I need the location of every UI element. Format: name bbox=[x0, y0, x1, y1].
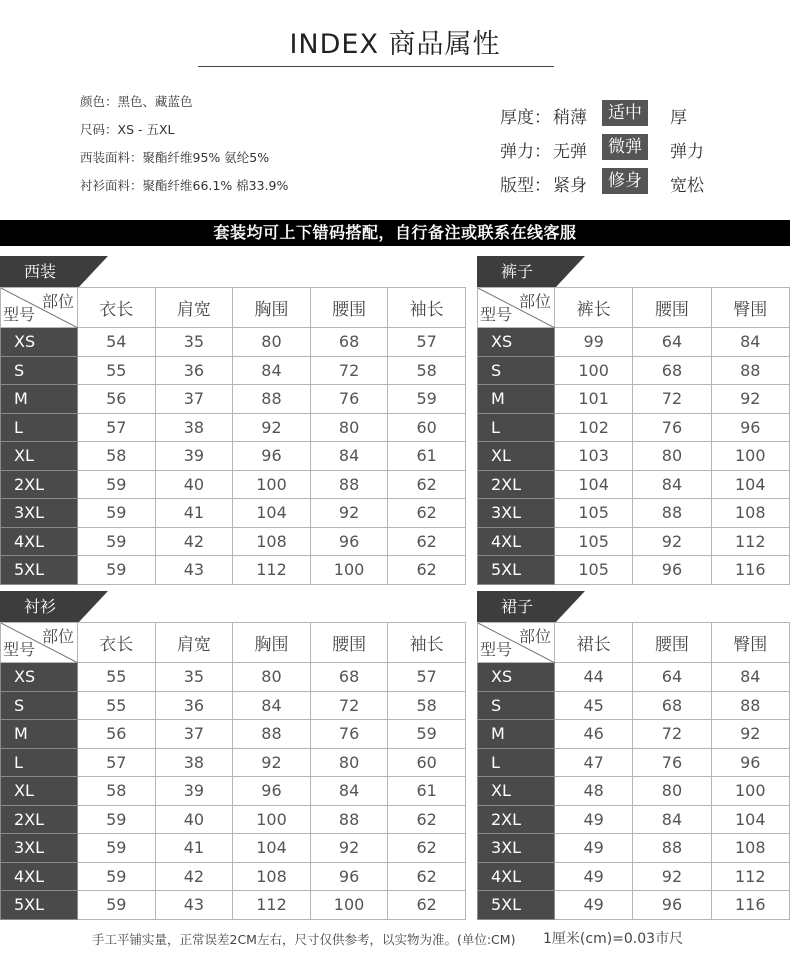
fit-opt-tight: 紧身 bbox=[553, 176, 587, 196]
measurement-cell: 100 bbox=[233, 805, 311, 834]
measurement-cell: 84 bbox=[310, 777, 388, 806]
skirt-size-table bbox=[477, 622, 790, 920]
measurement-cell: 104 bbox=[711, 805, 789, 834]
measurement-cell: 92 bbox=[711, 385, 789, 414]
table-row bbox=[1, 748, 466, 777]
measurement-cell: 59 bbox=[388, 720, 466, 749]
measurement-cell: 62 bbox=[388, 499, 466, 528]
measurement-cell: 64 bbox=[633, 328, 711, 357]
measurement-cell: 46 bbox=[555, 720, 633, 749]
measurement-cell: 92 bbox=[633, 862, 711, 891]
measurement-cell: 59 bbox=[78, 527, 156, 556]
measurement-cell: 112 bbox=[233, 891, 311, 920]
measurement-cell: 84 bbox=[310, 442, 388, 471]
size-label-cell: XS bbox=[478, 328, 555, 357]
measurement-cell: 76 bbox=[633, 748, 711, 777]
measurement-cell: 62 bbox=[388, 470, 466, 499]
corner-label-size: 型号 bbox=[3, 640, 36, 659]
measurement-cell: 92 bbox=[310, 499, 388, 528]
thickness-row bbox=[500, 100, 730, 128]
measurement-cell: 96 bbox=[310, 862, 388, 891]
measurement-cell: 84 bbox=[633, 470, 711, 499]
table-row bbox=[478, 663, 790, 692]
measurement-cell: 100 bbox=[711, 777, 789, 806]
column-header: 臀围 bbox=[711, 623, 789, 663]
pants-size-table bbox=[477, 287, 790, 585]
table-row bbox=[478, 556, 790, 585]
corner-header-cell bbox=[478, 623, 555, 663]
measurement-cell: 38 bbox=[155, 413, 233, 442]
size-label-cell: 2XL bbox=[478, 470, 555, 499]
table-row bbox=[478, 470, 790, 499]
measurement-cell: 62 bbox=[388, 556, 466, 585]
column-header: 裙长 bbox=[555, 623, 633, 663]
size-label-cell: S bbox=[478, 691, 555, 720]
thickness-opt-thick: 厚 bbox=[670, 108, 687, 128]
table-row bbox=[478, 720, 790, 749]
measurement-cell: 80 bbox=[310, 748, 388, 777]
size-label-cell: 5XL bbox=[1, 891, 78, 920]
measurement-cell: 62 bbox=[388, 891, 466, 920]
measurement-cell: 80 bbox=[310, 413, 388, 442]
column-header: 肩宽 bbox=[155, 623, 233, 663]
suit-size-table bbox=[0, 287, 466, 585]
size-label-cell: 4XL bbox=[478, 862, 555, 891]
column-header: 裤长 bbox=[555, 288, 633, 328]
measurement-cell: 104 bbox=[555, 470, 633, 499]
table-row bbox=[478, 777, 790, 806]
measurement-cell: 54 bbox=[78, 328, 156, 357]
measurement-cell: 88 bbox=[310, 470, 388, 499]
measurement-cell: 59 bbox=[78, 805, 156, 834]
size-label-cell: 2XL bbox=[478, 805, 555, 834]
shirt-section-tab: 衬衫 bbox=[0, 591, 78, 623]
measurement-cell: 62 bbox=[388, 805, 466, 834]
table-row bbox=[478, 805, 790, 834]
measurement-cell: 59 bbox=[78, 834, 156, 863]
elasticity-opt-stretch: 弹力 bbox=[670, 142, 704, 162]
size-label-cell: XS bbox=[1, 663, 78, 692]
table-header-row bbox=[478, 288, 790, 328]
size-label-cell: XS bbox=[478, 663, 555, 692]
table-row bbox=[1, 356, 466, 385]
measurement-cell: 59 bbox=[78, 862, 156, 891]
measurement-cell: 58 bbox=[78, 777, 156, 806]
table-header-row bbox=[1, 623, 466, 663]
size-label-cell: 3XL bbox=[478, 499, 555, 528]
measurement-cell: 112 bbox=[233, 556, 311, 585]
size-label-cell: XL bbox=[478, 777, 555, 806]
elasticity-row bbox=[500, 134, 730, 162]
pants-section-tab: 裤子 bbox=[477, 256, 555, 288]
column-header: 袖长 bbox=[388, 623, 466, 663]
column-header: 腰围 bbox=[633, 623, 711, 663]
measurement-cell: 96 bbox=[310, 527, 388, 556]
measurement-cell: 62 bbox=[388, 862, 466, 891]
measurement-cell: 100 bbox=[310, 891, 388, 920]
measurement-cell: 44 bbox=[555, 663, 633, 692]
measurement-cell: 104 bbox=[711, 470, 789, 499]
measurement-cell: 112 bbox=[711, 527, 789, 556]
measurement-cell: 96 bbox=[233, 442, 311, 471]
table-row bbox=[478, 413, 790, 442]
measurement-cell: 92 bbox=[233, 748, 311, 777]
measurement-cell: 88 bbox=[711, 356, 789, 385]
corner-label-size: 型号 bbox=[3, 305, 36, 324]
table-row bbox=[478, 385, 790, 414]
measurement-cell: 68 bbox=[633, 691, 711, 720]
measurement-cell: 96 bbox=[633, 556, 711, 585]
shirt-size-table bbox=[0, 622, 466, 920]
measurement-cell: 68 bbox=[310, 328, 388, 357]
page-title: INDEX 商品属性 bbox=[289, 29, 501, 60]
measurement-cell: 39 bbox=[155, 777, 233, 806]
corner-label-part: 部位 bbox=[518, 627, 551, 646]
measurement-cell: 112 bbox=[711, 862, 789, 891]
size-label-cell: 2XL bbox=[1, 805, 78, 834]
size-label-cell: S bbox=[1, 356, 78, 385]
table-row bbox=[1, 470, 466, 499]
table-row bbox=[478, 862, 790, 891]
measurement-cell: 58 bbox=[78, 442, 156, 471]
measurement-note: 手工平铺实量，正常误差2CM左右，尺寸仅供参考，以实物为准。(单位:CM) bbox=[92, 932, 516, 947]
measurement-cell: 41 bbox=[155, 499, 233, 528]
corner-label-part: 部位 bbox=[41, 627, 74, 646]
table-row bbox=[1, 527, 466, 556]
table-header-row bbox=[1, 288, 466, 328]
measurement-cell: 57 bbox=[78, 413, 156, 442]
attr-suit-fabric: 西装面料：聚酯纤维95% 氨纶5% bbox=[80, 150, 270, 165]
measurement-cell: 101 bbox=[555, 385, 633, 414]
elasticity-opt-none: 无弹 bbox=[553, 142, 587, 162]
measurement-cell: 108 bbox=[711, 834, 789, 863]
measurement-cell: 96 bbox=[633, 891, 711, 920]
measurement-cell: 96 bbox=[233, 777, 311, 806]
measurement-cell: 57 bbox=[388, 663, 466, 692]
measurement-cell: 88 bbox=[233, 720, 311, 749]
column-header: 腰围 bbox=[633, 288, 711, 328]
title-divider bbox=[198, 66, 554, 67]
measurement-cell: 105 bbox=[555, 556, 633, 585]
measurement-cell: 99 bbox=[555, 328, 633, 357]
table-row bbox=[1, 413, 466, 442]
measurement-cell: 105 bbox=[555, 527, 633, 556]
table-row bbox=[1, 556, 466, 585]
measurement-cell: 88 bbox=[310, 805, 388, 834]
measurement-cell: 60 bbox=[388, 748, 466, 777]
table-row bbox=[1, 834, 466, 863]
size-label-cell: L bbox=[1, 413, 78, 442]
measurement-cell: 96 bbox=[711, 413, 789, 442]
measurement-cell: 49 bbox=[555, 834, 633, 863]
measurement-cell: 55 bbox=[78, 691, 156, 720]
fit-opt-loose: 宽松 bbox=[670, 176, 704, 196]
measurement-cell: 116 bbox=[711, 891, 789, 920]
corner-header-cell bbox=[1, 288, 78, 328]
measurement-cell: 103 bbox=[555, 442, 633, 471]
measurement-cell: 36 bbox=[155, 356, 233, 385]
attr-color: 颜色：黑色、藏蓝色 bbox=[80, 94, 193, 109]
measurement-cell: 58 bbox=[388, 356, 466, 385]
measurement-cell: 58 bbox=[388, 691, 466, 720]
measurement-cell: 88 bbox=[633, 499, 711, 528]
size-label-cell: 4XL bbox=[1, 862, 78, 891]
table-row bbox=[1, 328, 466, 357]
measurement-cell: 59 bbox=[78, 556, 156, 585]
measurement-cell: 100 bbox=[310, 556, 388, 585]
measurement-cell: 108 bbox=[233, 862, 311, 891]
size-label-cell: M bbox=[1, 720, 78, 749]
table-row bbox=[1, 862, 466, 891]
measurement-cell: 92 bbox=[711, 720, 789, 749]
corner-header-cell bbox=[1, 623, 78, 663]
column-header: 胸围 bbox=[233, 623, 311, 663]
measurement-cell: 57 bbox=[388, 328, 466, 357]
table-row bbox=[478, 527, 790, 556]
size-label-cell: 5XL bbox=[478, 556, 555, 585]
column-header: 衣长 bbox=[78, 288, 156, 328]
measurement-cell: 84 bbox=[233, 691, 311, 720]
thickness-opt-thin: 稍薄 bbox=[553, 108, 587, 128]
table-row bbox=[1, 663, 466, 692]
measurement-cell: 92 bbox=[633, 527, 711, 556]
measurement-cell: 76 bbox=[633, 413, 711, 442]
measurement-cell: 108 bbox=[711, 499, 789, 528]
measurement-cell: 64 bbox=[633, 663, 711, 692]
measurement-cell: 40 bbox=[155, 805, 233, 834]
size-label-cell: 3XL bbox=[1, 499, 78, 528]
measurement-cell: 62 bbox=[388, 527, 466, 556]
page-header bbox=[0, 0, 790, 88]
measurement-cell: 84 bbox=[711, 328, 789, 357]
table-row bbox=[1, 720, 466, 749]
size-label-cell: XL bbox=[478, 442, 555, 471]
measurement-cell: 72 bbox=[633, 720, 711, 749]
fit-opt-slim: 修身 bbox=[602, 168, 648, 194]
measurement-cell: 42 bbox=[155, 527, 233, 556]
measurement-cell: 72 bbox=[633, 385, 711, 414]
column-header: 胸围 bbox=[233, 288, 311, 328]
measurement-cell: 49 bbox=[555, 805, 633, 834]
suit-section-tab: 西装 bbox=[0, 256, 78, 288]
column-header: 腰围 bbox=[310, 288, 388, 328]
table-row bbox=[478, 691, 790, 720]
table-row bbox=[478, 356, 790, 385]
measurement-cell: 37 bbox=[155, 720, 233, 749]
measurement-cell: 72 bbox=[310, 356, 388, 385]
measurement-cell: 55 bbox=[78, 356, 156, 385]
size-label-cell: L bbox=[1, 748, 78, 777]
measurement-cell: 80 bbox=[233, 663, 311, 692]
column-header: 腰围 bbox=[310, 623, 388, 663]
column-header: 衣长 bbox=[78, 623, 156, 663]
column-header: 臀围 bbox=[711, 288, 789, 328]
measurement-cell: 36 bbox=[155, 691, 233, 720]
measurement-cell: 84 bbox=[633, 805, 711, 834]
size-label-cell: XL bbox=[1, 777, 78, 806]
table-row bbox=[1, 691, 466, 720]
measurement-cell: 80 bbox=[233, 328, 311, 357]
measurement-cell: 49 bbox=[555, 891, 633, 920]
measurement-cell: 102 bbox=[555, 413, 633, 442]
skirt-section-tab: 裙子 bbox=[477, 591, 555, 623]
table-row bbox=[1, 805, 466, 834]
measurement-cell: 45 bbox=[555, 691, 633, 720]
measurement-cell: 72 bbox=[310, 691, 388, 720]
measurement-cell: 38 bbox=[155, 748, 233, 777]
size-label-cell: S bbox=[478, 356, 555, 385]
measurement-cell: 56 bbox=[78, 720, 156, 749]
measurement-cell: 43 bbox=[155, 556, 233, 585]
size-label-cell: 5XL bbox=[1, 556, 78, 585]
measurement-cell: 49 bbox=[555, 862, 633, 891]
elasticity-label: 弹力： bbox=[500, 142, 551, 162]
thickness-label: 厚度： bbox=[500, 108, 551, 128]
measurement-cell: 84 bbox=[233, 356, 311, 385]
measurement-cell: 48 bbox=[555, 777, 633, 806]
measurement-cell: 47 bbox=[555, 748, 633, 777]
size-label-cell: L bbox=[478, 748, 555, 777]
size-label-cell: S bbox=[1, 691, 78, 720]
table-row bbox=[1, 891, 466, 920]
measurement-cell: 84 bbox=[711, 663, 789, 692]
measurement-cell: 88 bbox=[633, 834, 711, 863]
measurement-cell: 61 bbox=[388, 442, 466, 471]
table-row bbox=[1, 385, 466, 414]
elasticity-opt-slight: 微弹 bbox=[602, 134, 648, 160]
size-label-cell: 3XL bbox=[478, 834, 555, 863]
measurement-cell: 105 bbox=[555, 499, 633, 528]
measurement-cell: 60 bbox=[388, 413, 466, 442]
measurement-cell: 56 bbox=[78, 385, 156, 414]
table-row bbox=[1, 442, 466, 471]
measurement-cell: 59 bbox=[388, 385, 466, 414]
fit-label: 版型： bbox=[500, 176, 551, 196]
size-label-cell: L bbox=[478, 413, 555, 442]
table-header-row bbox=[478, 623, 790, 663]
measurement-cell: 37 bbox=[155, 385, 233, 414]
measurement-cell: 59 bbox=[78, 891, 156, 920]
table-row bbox=[1, 777, 466, 806]
measurement-cell: 35 bbox=[155, 328, 233, 357]
measurement-cell: 59 bbox=[78, 499, 156, 528]
notice-banner: 套装均可上下错码搭配，自行备注或联系在线客服 bbox=[0, 220, 790, 246]
size-label-cell: 4XL bbox=[1, 527, 78, 556]
measurement-cell: 39 bbox=[155, 442, 233, 471]
measurement-cell: 116 bbox=[711, 556, 789, 585]
measurement-cell: 42 bbox=[155, 862, 233, 891]
attr-size-range: 尺码：XS - 五XL bbox=[80, 122, 175, 137]
measurement-cell: 59 bbox=[78, 470, 156, 499]
measurement-cell: 92 bbox=[233, 413, 311, 442]
measurement-cell: 40 bbox=[155, 470, 233, 499]
measurement-cell: 100 bbox=[711, 442, 789, 471]
size-label-cell: 2XL bbox=[1, 470, 78, 499]
size-label-cell: 4XL bbox=[478, 527, 555, 556]
table-row bbox=[478, 442, 790, 471]
measurement-cell: 41 bbox=[155, 834, 233, 863]
measurement-cell: 108 bbox=[233, 527, 311, 556]
measurement-cell: 96 bbox=[711, 748, 789, 777]
measurement-cell: 61 bbox=[388, 777, 466, 806]
size-label-cell: XL bbox=[1, 442, 78, 471]
table-row bbox=[478, 891, 790, 920]
measurement-cell: 80 bbox=[633, 777, 711, 806]
measurement-cell: 68 bbox=[310, 663, 388, 692]
size-label-cell: 3XL bbox=[1, 834, 78, 863]
measurement-cell: 62 bbox=[388, 834, 466, 863]
measurement-cell: 92 bbox=[310, 834, 388, 863]
size-label-cell: M bbox=[1, 385, 78, 414]
measurement-cell: 88 bbox=[711, 691, 789, 720]
attr-shirt-fabric: 衬衫面料：聚酯纤维66.1% 棉33.9% bbox=[80, 178, 289, 193]
column-header: 袖长 bbox=[388, 288, 466, 328]
size-label-cell: M bbox=[478, 385, 555, 414]
measurement-cell: 80 bbox=[633, 442, 711, 471]
size-label-cell: XS bbox=[1, 328, 78, 357]
table-row bbox=[478, 748, 790, 777]
table-row bbox=[1, 499, 466, 528]
table-row bbox=[478, 328, 790, 357]
measurement-cell: 76 bbox=[310, 385, 388, 414]
measurement-cell: 55 bbox=[78, 663, 156, 692]
product-attributes bbox=[80, 93, 288, 205]
corner-label-size: 型号 bbox=[480, 305, 513, 324]
corner-label-part: 部位 bbox=[41, 292, 74, 311]
measurement-cell: 104 bbox=[233, 834, 311, 863]
corner-label-part: 部位 bbox=[518, 292, 551, 311]
measurement-cell: 104 bbox=[233, 499, 311, 528]
column-header: 肩宽 bbox=[155, 288, 233, 328]
corner-header-cell bbox=[478, 288, 555, 328]
measurement-cell: 43 bbox=[155, 891, 233, 920]
table-row bbox=[478, 834, 790, 863]
measurement-cell: 100 bbox=[555, 356, 633, 385]
measurement-cell: 100 bbox=[233, 470, 311, 499]
measurement-cell: 88 bbox=[233, 385, 311, 414]
measurement-cell: 35 bbox=[155, 663, 233, 692]
thickness-opt-medium: 适中 bbox=[602, 100, 648, 126]
measurement-cell: 57 bbox=[78, 748, 156, 777]
table-row bbox=[478, 499, 790, 528]
size-label-cell: M bbox=[478, 720, 555, 749]
fit-row bbox=[500, 168, 730, 196]
measurement-cell: 68 bbox=[633, 356, 711, 385]
size-label-cell: 5XL bbox=[478, 891, 555, 920]
unit-conversion: 1厘米(cm)=0.03市尺 bbox=[543, 931, 684, 947]
measurement-cell: 76 bbox=[310, 720, 388, 749]
corner-label-size: 型号 bbox=[480, 640, 513, 659]
